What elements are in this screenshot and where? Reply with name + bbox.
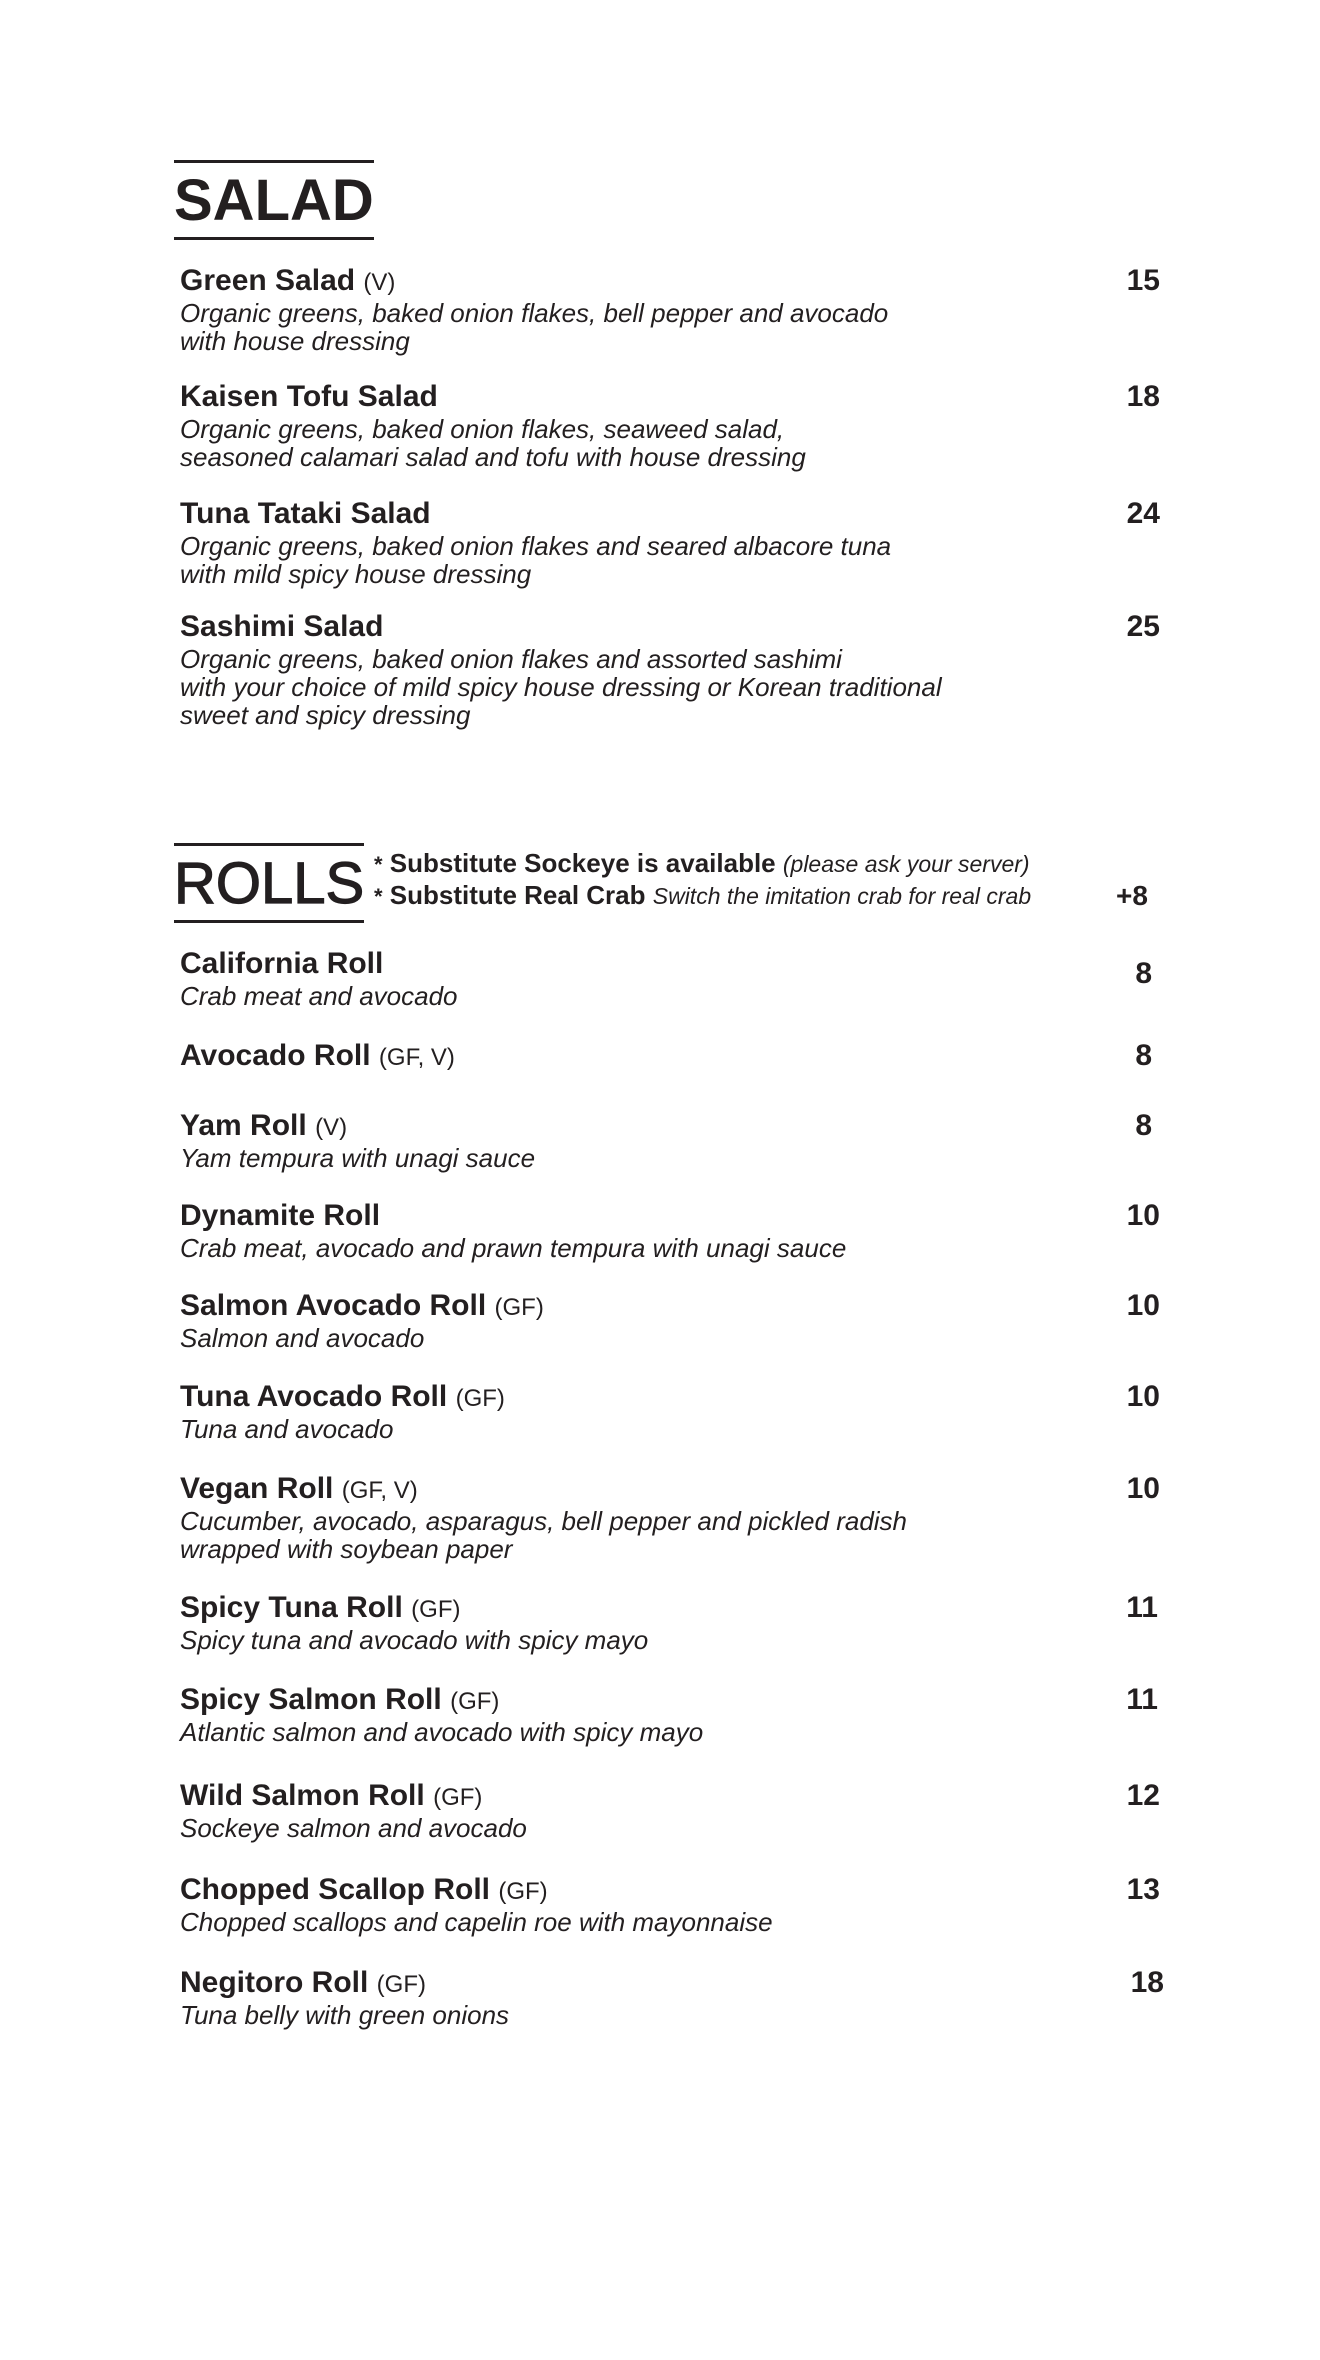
item-title xyxy=(180,1592,1160,1626)
item-name: Negitoro Roll xyxy=(180,1966,369,1999)
menu-item xyxy=(180,1874,1160,1936)
item-name: Green Salad xyxy=(180,264,356,297)
item-tag: (GF) xyxy=(450,1688,500,1715)
item-tag: (GF) xyxy=(494,1294,544,1321)
note-sockeye xyxy=(374,848,1174,880)
item-price: 12 xyxy=(1126,1779,1160,1812)
item-title xyxy=(180,1874,1160,1908)
note-detail: (please ask your server) xyxy=(782,851,1030,877)
item-name: Salmon Avocado Roll xyxy=(180,1289,487,1322)
note-title: Substitute Real Crab xyxy=(389,880,646,910)
salad-section-header xyxy=(174,160,374,240)
menu-item xyxy=(180,1200,1160,1262)
item-title xyxy=(180,1200,1160,1234)
item-price: 10 xyxy=(1126,1472,1160,1505)
item-price: 10 xyxy=(1126,1289,1160,1322)
rolls-heading: ROLLS xyxy=(174,843,364,923)
asterisk: * xyxy=(374,884,383,909)
menu-item xyxy=(180,1780,1160,1842)
menu-item xyxy=(180,1290,1160,1352)
menu-item xyxy=(180,611,1160,729)
menu-item xyxy=(180,1966,1164,2030)
item-name: Sashimi Salad xyxy=(180,610,384,643)
item-title xyxy=(180,1780,1160,1814)
item-description: Yam tempura with unagi sauce xyxy=(180,1143,536,1173)
item-price: 18 xyxy=(1126,380,1160,413)
item-price: 18 xyxy=(1130,1966,1164,1999)
menu-item xyxy=(180,498,1160,588)
item-name: California Roll xyxy=(180,947,384,980)
item-description: Salmon and avocado xyxy=(180,1323,425,1353)
item-price: 24 xyxy=(1126,497,1160,530)
item-tag: (GF) xyxy=(455,1385,505,1412)
note-real-crab xyxy=(374,880,1174,912)
item-title xyxy=(180,498,1160,532)
item-title xyxy=(180,1684,1160,1718)
item-title xyxy=(180,611,1160,645)
note-detail: Switch the imitation crab for real crab xyxy=(652,883,1032,909)
menu-item xyxy=(180,1110,1160,1172)
item-description: Sockeye salmon and avocado xyxy=(180,1813,527,1843)
item-tag: (V) xyxy=(363,269,396,296)
note-price: +8 xyxy=(1116,880,1148,911)
item-description: Atlantic salmon and avocado with spicy mayo xyxy=(180,1717,704,1747)
item-title xyxy=(180,381,1160,415)
item-title xyxy=(180,1290,1160,1324)
item-description: Organic greens, baked onion flakes and assorted sashimi with your choice of mild spicy house dressing or Korean traditional sweet and spicy dressing xyxy=(180,644,942,730)
item-description: Spicy tuna and avocado with spicy mayo xyxy=(180,1625,649,1655)
item-description: Crab meat, avocado and prawn tempura with unagi sauce xyxy=(180,1233,847,1263)
item-tag: (GF) xyxy=(411,1596,461,1623)
item-name: Tuna Avocado Roll xyxy=(180,1380,448,1413)
menu-item xyxy=(180,1381,1160,1443)
item-tag: (V) xyxy=(315,1114,348,1141)
item-name: Yam Roll xyxy=(180,1109,307,1142)
menu-item xyxy=(180,1473,1160,1563)
item-description: Tuna and avocado xyxy=(180,1414,394,1444)
item-name: Tuna Tataki Salad xyxy=(180,497,431,530)
item-name: Vegan Roll xyxy=(180,1472,334,1505)
item-tag: (GF) xyxy=(498,1878,548,1905)
item-title xyxy=(180,1040,1160,1074)
item-title xyxy=(180,265,1160,299)
item-price: 8 xyxy=(1135,1039,1152,1072)
item-price: 11 xyxy=(1126,1591,1158,1624)
item-price: 8 xyxy=(1135,957,1152,990)
item-name: Spicy Tuna Roll xyxy=(180,1591,403,1624)
item-price: 10 xyxy=(1126,1199,1160,1232)
item-title xyxy=(180,1473,1160,1507)
item-price: 15 xyxy=(1126,264,1160,297)
item-name: Chopped Scallop Roll xyxy=(180,1873,491,1906)
item-description: Chopped scallops and capelin roe with mayonnaise xyxy=(180,1907,773,1937)
item-tag: (GF) xyxy=(376,1971,426,1998)
item-name: Kaisen Tofu Salad xyxy=(180,380,438,413)
item-tag: (GF, V) xyxy=(341,1477,418,1504)
item-title xyxy=(180,1967,1160,2001)
item-title xyxy=(180,1381,1160,1415)
item-name: Spicy Salmon Roll xyxy=(180,1683,442,1716)
menu-item xyxy=(180,948,1160,1010)
item-name: Wild Salmon Roll xyxy=(180,1779,425,1812)
item-price: 13 xyxy=(1126,1873,1160,1906)
asterisk: * xyxy=(374,852,383,877)
item-description: Organic greens, baked onion flakes, bell pepper and avocado with house dressing xyxy=(180,298,889,356)
item-description: Cucumber, avocado, asparagus, bell pepper and pickled radish wrapped with soybean paper xyxy=(180,1506,908,1564)
menu-item xyxy=(180,1684,1160,1746)
item-description: Organic greens, baked onion flakes and seared albacore tuna with mild spicy house dressing xyxy=(180,531,892,589)
menu-item xyxy=(180,265,1160,355)
item-tag: (GF) xyxy=(433,1784,483,1811)
item-price: 11 xyxy=(1126,1683,1158,1716)
note-title: Substitute Sockeye is available xyxy=(389,848,776,878)
item-title xyxy=(180,1110,1160,1144)
item-title xyxy=(180,948,1160,982)
salad-heading: SALAD xyxy=(174,160,374,240)
item-description: Crab meat and avocado xyxy=(180,981,458,1011)
item-description: Tuna belly with green onions xyxy=(180,2000,510,2030)
menu-item xyxy=(180,1592,1160,1654)
item-name: Avocado Roll xyxy=(180,1039,371,1072)
rolls-substitution-notes xyxy=(374,848,1174,912)
menu-item xyxy=(180,381,1160,471)
item-name: Dynamite Roll xyxy=(180,1199,381,1232)
item-description: Organic greens, baked onion flakes, seaweed salad, seasoned calamari salad and tofu with house dressing xyxy=(180,414,806,472)
item-price: 10 xyxy=(1126,1380,1160,1413)
menu-item xyxy=(180,1040,1160,1074)
item-tag: (GF, V) xyxy=(378,1044,455,1071)
item-price: 8 xyxy=(1135,1109,1152,1142)
rolls-section-header xyxy=(174,843,364,923)
item-price: 25 xyxy=(1126,610,1160,643)
